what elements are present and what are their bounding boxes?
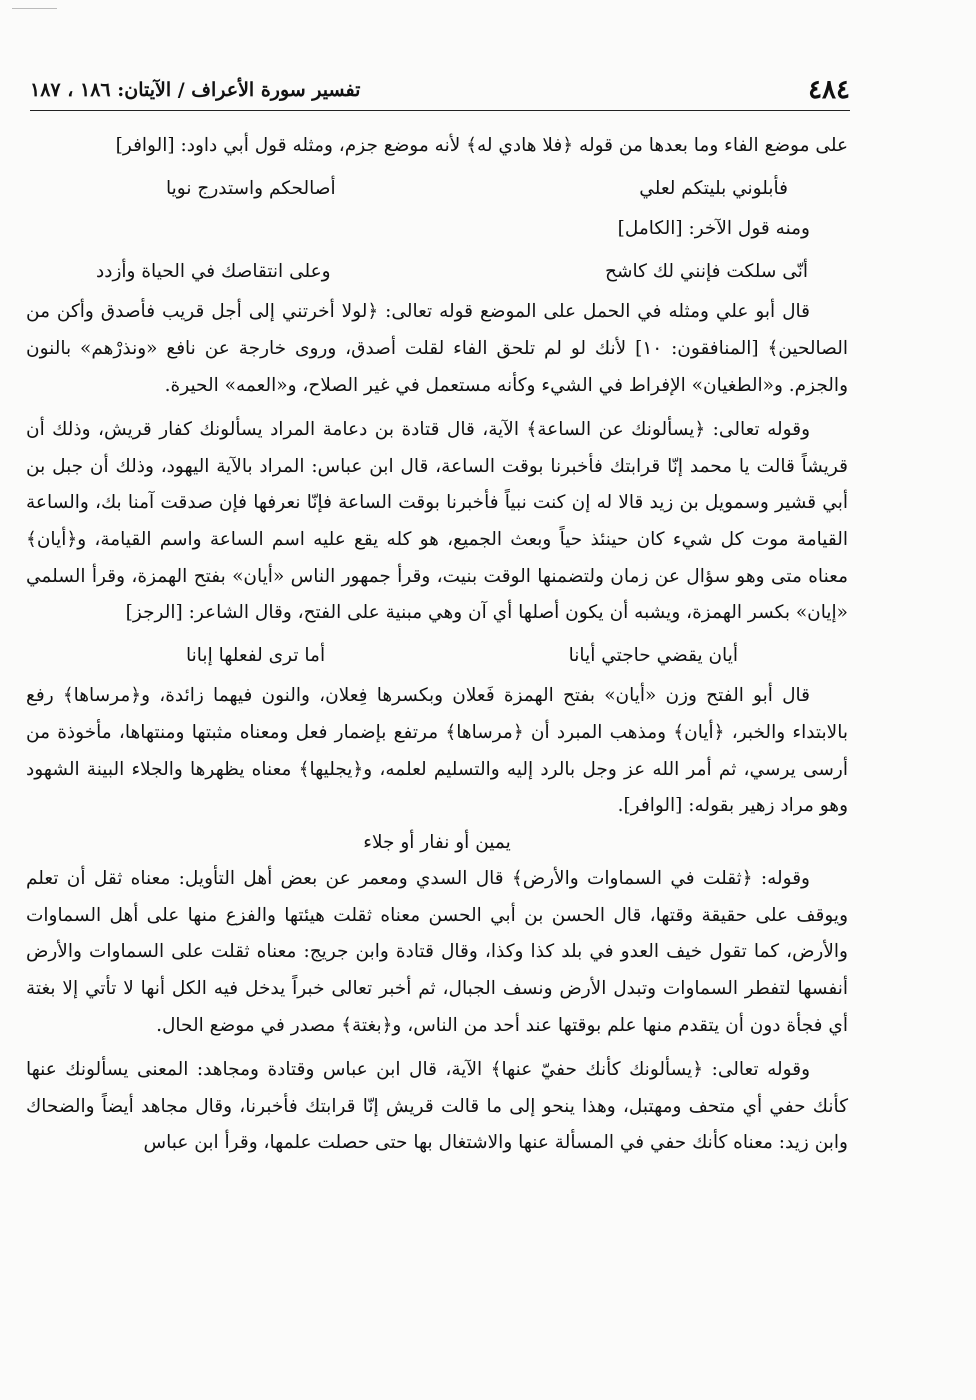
verse-first-half: فأبلوني بليتكم لعلي xyxy=(639,177,788,199)
text-line: ومنه قول الآخر: [الكامل] xyxy=(617,218,810,240)
paragraph: وقوله تعالى: ﴿يسألونك كأنك حفيّ عنها﴾ الآية، قال ابن عباس وقتادة ومجاهد: المعنى يسألونك عنها كأنك حفي أي متحف ومهتبل، وهذا ينحو إلى ما قالت قريش إنّا قرابتك فأخبرنا، وقال مجاهد أيضاً والضحاك وابن زيد: معناه كأنك حفي في المسألة عنها والاشتغال بها حتى حصلت علمها، وقرأ ابن عباس xyxy=(26,1059,848,1154)
page-header xyxy=(30,70,850,111)
poetry-verse xyxy=(26,254,848,291)
page-body xyxy=(26,128,848,1162)
text-line: على موضع الفاء وما بعدها من قوله ﴿فلا هادي له﴾ لأنه موضع جزم، ومثله قول أبي داود: [الوافر] xyxy=(115,135,848,156)
verse-second-half: أصالحكم واستدرج نويا xyxy=(166,177,336,199)
verse-second-half: وعلى انتقاصك في الحياة وأزدد xyxy=(96,260,331,282)
poetry-hemistich: يمين أو نفار أو جلاء xyxy=(363,831,511,853)
paragraph: وقوله تعالى: ﴿يسألونك عن الساعة﴾ الآية، قال قتادة بن دعامة المراد يسألونك كفار قريش، وذلك أن قريشاً قالت يا محمد إنّا قرابتك فأخبرنا بوقت الساعة، قال ابن عباس: المراد بالآية اليهود، وذلك أن جبل بن أبي قشير وسمويل بن زيد قالا له إن كنت نبياً فأخبرنا بوقت الساعة فإنّا نعرفها فإن صدقت آمنا بك، والساعة القيامة موت كل شيء كان حينئذ حياً وبعث الجميع، هو كله يقع عليه اسم الساعة واسم القيامة، و﴿أيان﴾ معناه متى وهو سؤال عن زمان ولتضمنها الوقت بنيت، وقرأ جمهور الناس «أيان» بفتح الهمزة، وقرأ السلمي «إيان» بكسر الهمزة، ويشبه أن يكون أصلها أي آن وهي مبنية على الفتح، وقال الشاعر: [الرجز] xyxy=(26,419,848,624)
page-number: ٤٨٤ xyxy=(808,75,850,105)
verse-first-half: أنّى سلكت فإنني لك كاشح xyxy=(605,260,808,282)
paragraph: قال أبو علي ومثله في الحمل على الموضع قوله تعالى: ﴿لولا أخرتني إلى أجل قريب فأصدق وأكن من الصالحين﴾ [المنافقون: ١٠] لأنك لو لم تلحق الفاء لقلت أصدق، وروى خارجة عن نافع «ونذرْهم» بالنون والجزم. و«الطغيان» الإفراط في الشيء وكأنه مستعمل في غير الصلاح، و«العمه» الحيرة. xyxy=(26,301,848,396)
poetry-verse xyxy=(26,638,848,675)
paragraph: وقوله: ﴿ثقلت في السماوات والأرض﴾ قال السدي ومعمر عن بعض أهل التأويل: معناه ثقل أن تعلم ويوقف على حقيقة وقتها، قال الحسن بن أبي الحسن معناه ثقلت هيئتها والفزع منها على أهل السماوات والأرض، كما تقول خيف العدو في بلد كذا وكذا، وقال قتادة وابن جريج: معناه ثقلت على السماوات والأرض أنفسها لتفطر السماوات وتبدل الأرض ونسف الجبال، ثم أخبر تعالى خبراً يدخل فيه الكل أنها لا تأتي إلا بغتة أي فجأة دون أن يتقدم منها علم بوقتها عند أحد من الناس، و﴿بغتة﴾ مصدر في موضع الحال. xyxy=(26,868,848,1036)
paragraph: قال أبو الفتح وزن «أيان» بفتح الهمزة فَعلان وبكسرها فِعلان، والنون فيهما زائدة، و﴿مرساها﴾ رفع بالابتداء والخبر، ﴿أيان﴾ ومذهب المبرد أن ﴿مرساها﴾ مرتفع بإضمار فعل ومعناه مثبتها ومنتهاها، مأخوذة من أرسى يرسي، ثم أمر الله عز وجل بالرد إليه والتسليم لعلمه، و﴿يجليها﴾ معناه يظهرها والجلاء البينة الشهود وهو مراد زهير بقوله: [الوافر]. xyxy=(26,685,848,817)
scan-corner-mark xyxy=(12,0,57,9)
verse-second-half: أما ترى لفعلها إبانا xyxy=(186,644,326,666)
running-title: تفسير سورة الأعراف / الآيتان: ١٨٦ ، ١٨٧ xyxy=(30,79,361,101)
poetry-verse xyxy=(26,171,848,208)
verse-first-half: أيان يقضي حاجتي أيانا xyxy=(568,644,738,666)
